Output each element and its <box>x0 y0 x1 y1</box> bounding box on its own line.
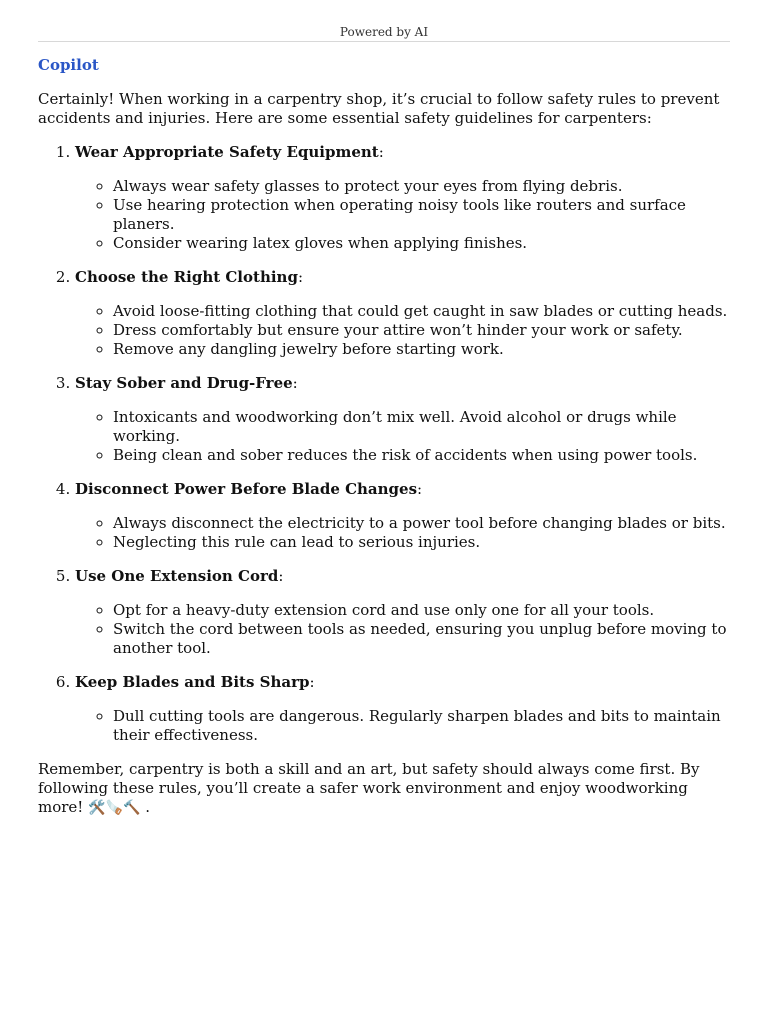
powered-by-header <box>38 24 730 42</box>
safety-rule-title: Disconnect Power Before Blade Changes <box>75 480 418 498</box>
bullet-item: ◦ Always disconnect the electricity to a power tool before changing blades or bits. <box>113 514 733 533</box>
safety-rule-colon: : <box>292 374 298 392</box>
safety-rule-heading <box>75 143 733 162</box>
safety-rule-title: Use One Extension Cord <box>75 567 279 585</box>
safety-rule-item <box>75 567 733 658</box>
safety-rule-item <box>75 143 733 253</box>
safety-rule-title: Stay Sober and Drug-Free <box>75 374 293 392</box>
safety-rule-bullets <box>75 514 733 552</box>
safety-rule-heading <box>75 268 733 287</box>
safety-rule-title: Choose the Right Clothing <box>75 268 298 286</box>
safety-rule-item <box>75 673 733 745</box>
bullet-item: ◦ Remove any dangling jewelry before starting work. <box>113 340 733 359</box>
bullet-item: ◦ Opt for a heavy-duty extension cord and use only one for all your tools. <box>113 601 733 620</box>
safety-rule-item <box>75 480 733 552</box>
tools-emoji-icon: 🛠️🪚🔨 <box>88 800 141 816</box>
safety-rule-heading <box>75 673 733 692</box>
bullet-item: ◦ Dress comfortably but ensure your attire won’t hinder your work or safety. <box>113 321 733 340</box>
bullet-item: ◦ Use hearing protection when operating noisy tools like routers and surface planers. <box>113 196 733 234</box>
safety-rule-bullets <box>75 601 733 658</box>
safety-rule-bullets <box>75 707 733 745</box>
bullet-item: ◦ Avoid loose-fitting clothing that could get caught in saw blades or cutting heads. <box>113 302 733 321</box>
safety-rule-title: Keep Blades and Bits Sharp <box>75 673 310 691</box>
bullet-item: ◦ Dull cutting tools are dangerous. Regularly sharpen blades and bits to maintain their effectiveness. <box>113 707 733 745</box>
message-body <box>38 56 733 818</box>
safety-rule-heading <box>75 480 733 499</box>
safety-rule-heading <box>75 567 733 586</box>
safety-rule-colon: : <box>378 143 384 161</box>
bullet-item: ◦ Switch the cord between tools as needed, ensuring you unplug before moving to another tool. <box>113 620 733 658</box>
outro-paragraph <box>38 760 733 818</box>
bullet-item: ◦ Neglecting this rule can lead to serious injuries. <box>113 533 733 552</box>
safety-rule-heading <box>75 374 733 393</box>
safety-rule-item <box>75 268 733 359</box>
bullet-item: ◦ Being clean and sober reduces the risk of accidents when using power tools. <box>113 446 733 465</box>
bullet-item: ◦ Consider wearing latex gloves when applying finishes. <box>113 234 733 253</box>
outro-end: . <box>140 798 150 816</box>
outro-text: Remember, carpentry is both a skill and an art, but safety should always come first. By following these rules, you’ll create a safer work environment and enjoy woodworking more! <box>38 760 700 816</box>
safety-rule-colon: : <box>417 480 423 498</box>
bullet-item: ◦ Always wear safety glasses to protect your eyes from flying debris. <box>113 177 733 196</box>
safety-rule-item <box>75 374 733 465</box>
safety-rule-colon: : <box>309 673 315 691</box>
safety-rule-bullets <box>75 302 733 359</box>
safety-rule-colon: : <box>297 268 304 286</box>
safety-rule-colon: : <box>278 567 284 585</box>
bullet-item: ◦ Intoxicants and woodworking don’t mix well. Avoid alcohol or drugs while working. <box>113 408 733 446</box>
powered-by-text: Powered by AI <box>339 25 429 39</box>
safety-rule-bullets <box>75 408 733 465</box>
safety-rule-bullets <box>75 177 733 253</box>
safety-rule-title: Wear Appropriate Safety Equipment <box>75 143 379 161</box>
safety-rules-list <box>38 143 733 745</box>
sender-name: Copilot <box>38 56 99 74</box>
intro-paragraph: Certainly! When working in a carpentry shop, it’s crucial to follow safety rules to prevent accidents and injuries. Here are some essential safety guidelines for carpenters: <box>38 90 720 127</box>
